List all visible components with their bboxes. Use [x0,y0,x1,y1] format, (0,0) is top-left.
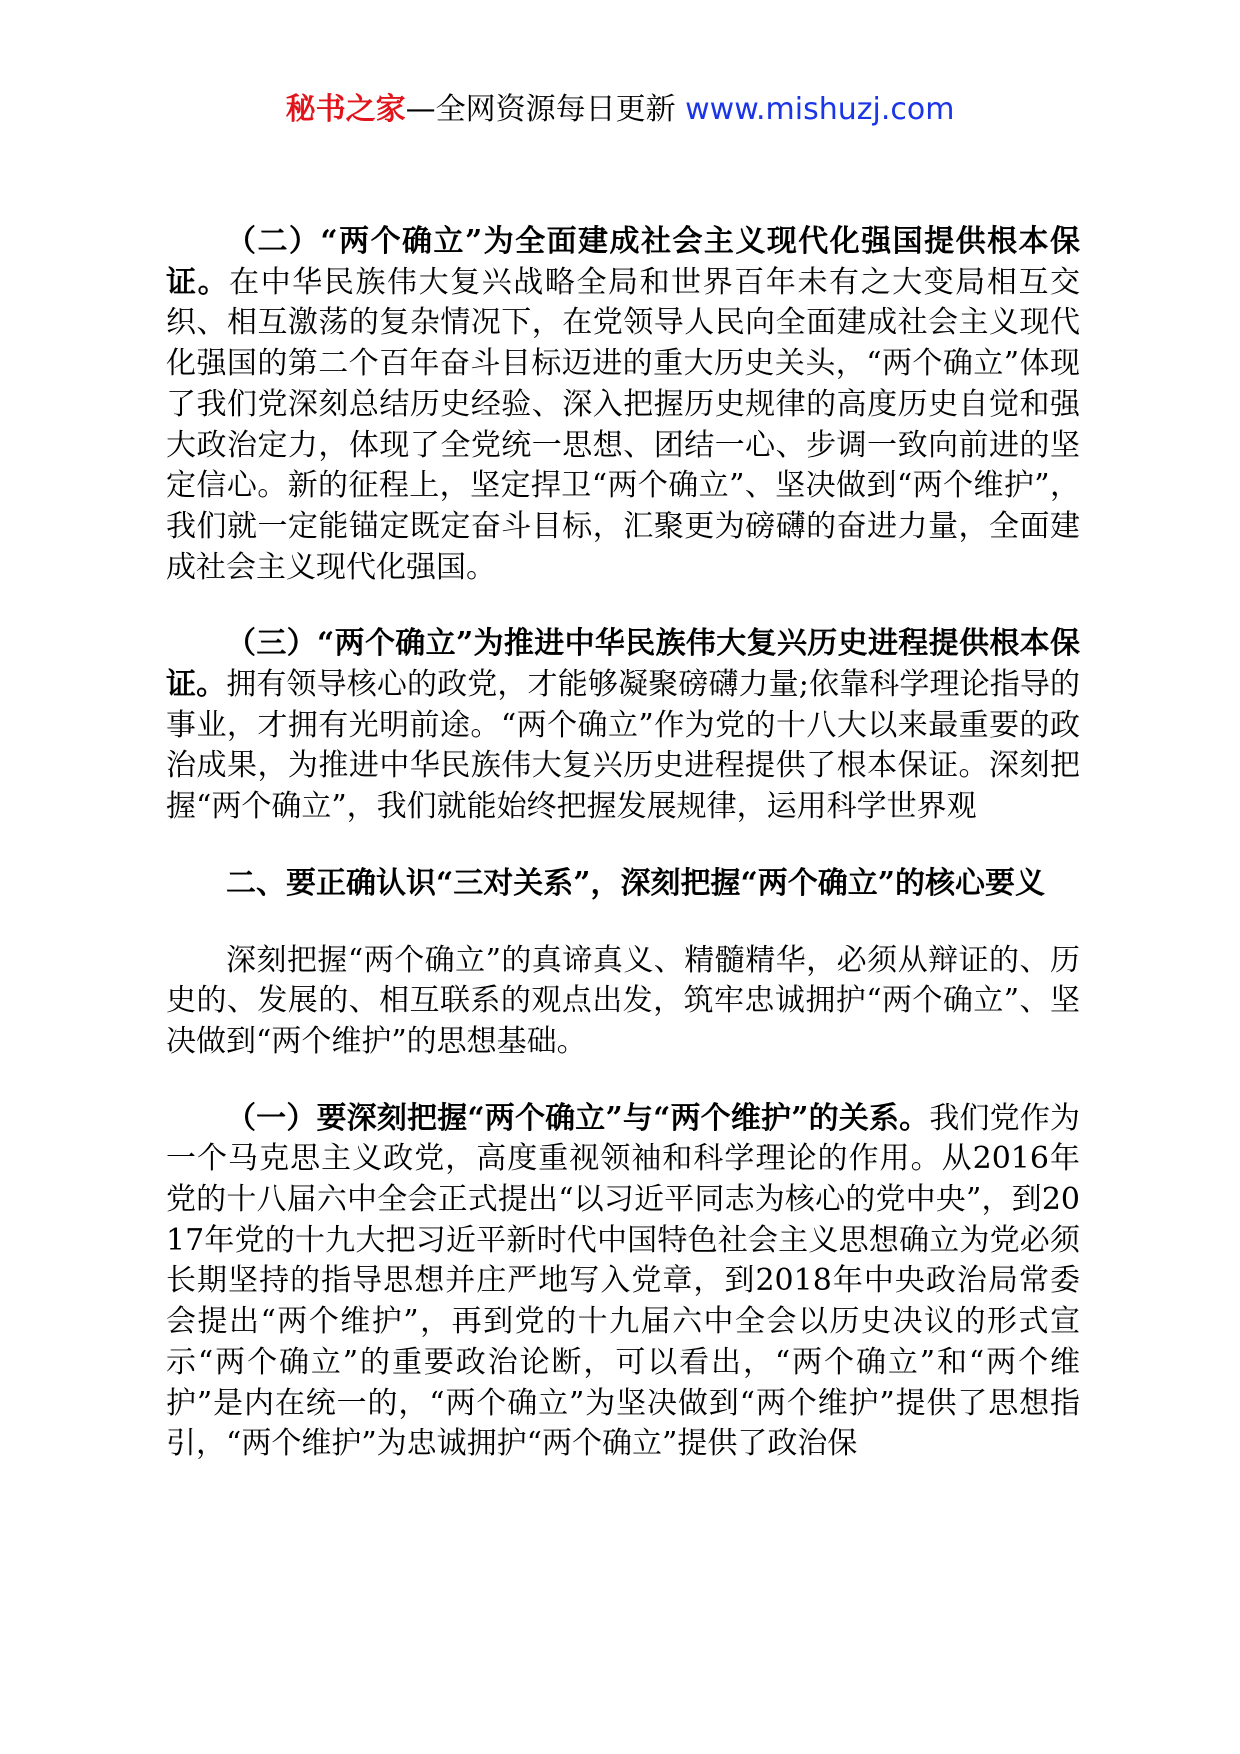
paragraph-subsection-1 [166,1099,1080,1465]
brand-name: 秘书之家 [285,92,406,127]
page-header [0,90,1240,130]
paragraph-lead: （二）“两个确立”为全面建成社会主义现代化强国提供根本保证。 [166,224,1080,300]
header-tagline: —全网资源每日更新 [405,92,676,127]
section-heading: 二、要正确认识“三对关系”，深刻把握“两个确立”的核心要义 [226,865,1046,901]
paragraph-text: 我们党作为一个马克思主义政党，高度重视领袖和科学理论的作用。从2016年党的十八届六中全会正式提出“以习近平同志为核心的党中央”，到2017年党的十九大把习近平新时代中国特色社会主义思想确立为党必须长期坚持的指导思想并庄严地写入党章，到2018年中央政治局常委会提出“两个维护”，再到党的十九届六中全会以历史决议的形式宣示“两个确立”的重要政治论断，可以看出，“两个确立”和“两个维护”是内在统一的，“两个确立”为坚决做到“两个维护”提供了思想指引，“两个维护”为忠诚拥护“两个确立”提供了政治保 [166,1100,1080,1462]
document-body [166,222,1080,1465]
paragraph-intro [166,941,1080,1063]
paragraph-lead: （三）“两个确立”为推进中华民族伟大复兴历史进程提供根本保证。 [166,626,1080,703]
paragraph-text: 拥有领导核心的政党，才能够凝聚磅礴力量;依靠科学理论指导的事业，才拥有光明前途。“两个确立”作为党的十八大以来最重要的政治成果，为推进中华民族伟大复兴历史进程提供了根本保证。深刻把握“两个确立”，我们就能始终把握发展规律，运用科学世界观 [166,667,1081,825]
paragraph-section-3 [166,624,1080,828]
paragraph-text: 在中华民族伟大复兴战略全局和世界百年未有之大变局相互交织、相互激荡的复杂情况下，在党领导人民向全面建成社会主义现代化强国的第二个百年奋斗目标迈进的重大历史关头，“两个确立”体现了我们党深刻总结历史经验、深入把握历史规律的高度历史自觉和强大政治定力，体现了全党统一思想、团结一心、步调一致向前进的坚定信心。新的征程上，坚定捍卫“两个确立”、坚决做到“两个维护”，我们就一定能锚定既定奋斗目标，汇聚更为磅礴的奋进力量，全面建成社会主义现代化强国。 [166,264,1081,585]
paragraph-section-2 [166,222,1080,588]
paragraph-lead: （一）要深刻把握“两个确立”与“两个维护”的关系。 [226,1100,930,1136]
header-url-link[interactable]: www.mishuzj.com [685,92,955,127]
paragraph-text: 深刻把握“两个确立”的真谛真义、精髓精华，必须从辩证的、历史的、发展的、相互联系的观点出发，筑牢忠诚拥护“两个确立”、坚决做到“两个维护”的思想基础。 [166,942,1080,1059]
